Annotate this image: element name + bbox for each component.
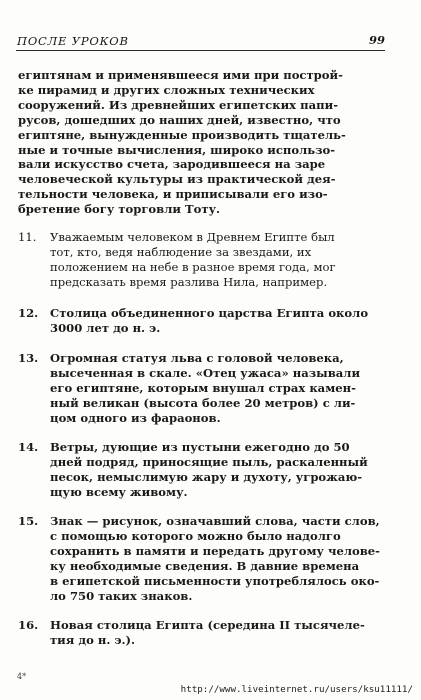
note-12 xyxy=(18,306,384,336)
note-number: 15. xyxy=(18,514,39,528)
note-13 xyxy=(18,351,384,426)
page-header xyxy=(16,34,385,51)
continuation-paragraph: египтянам и применявшееся ими при построй- ке пирамид и других сложных технических сооружений. Из древнейших египетских папи- русов, дошедших до наших дней, известно, что египтяне, вынужденные производить тщатель- ные и точные вычисления, широко использо- вали искусство счета, зародившееся на заре человеческой культуры из практической дея- тельности человека, и приписывали его изо- бретение богу торговли Тоту. xyxy=(18,68,346,217)
note-text: Уважаемым человеком в Древнем Египте был тот, кто, ведя наблюдение за звездами, их положением на небе в разное время года, мог предсказать время разлива Нила, например. xyxy=(50,230,336,289)
note-text: Ветры, дующие из пустыни ежегодно до 50 дней подряд, приносящие пыль, раскаленный песок, немыслимую жару и духоту, угрожаю- щую всему живому. xyxy=(50,440,368,499)
signature-mark: 4* xyxy=(17,672,27,681)
page-number: 99 xyxy=(368,33,385,47)
note-11 xyxy=(18,230,384,290)
note-text: Столица объединенного царства Египта около 3000 лет до н. э. xyxy=(50,306,369,335)
note-14 xyxy=(18,440,384,500)
note-text: Новая столица Египта (середина II тысячеле- тия до н. э.). xyxy=(50,618,365,647)
running-head: ПОСЛЕ УРОКОВ xyxy=(17,34,129,48)
note-16 xyxy=(18,618,384,648)
note-number: 13. xyxy=(18,351,39,365)
note-number: 16. xyxy=(18,618,39,632)
note-15 xyxy=(18,514,384,603)
note-number: 14. xyxy=(18,440,39,454)
note-text: Огромная статуя льва с головой человека, высеченная в скале. «Отец ужаса» называли его египтяне, которым внушал страх камен- ный великан (высота более 20 метров) с ли- цом одного из фараонов. xyxy=(50,351,361,425)
note-number: 11. xyxy=(18,230,37,244)
watermark-url: http://www.liveinternet.ru/users/ksu11111/ xyxy=(180,684,413,695)
note-number: 12. xyxy=(18,306,39,320)
note-text: Знак — рисунок, означавший слова, части слов, с помощью которого можно было надолго сохранить в памяти и передать другому челове- ку необходимые сведения. В давние времена в египетской письменности употреблялось око- ло 750 таких знаков. xyxy=(50,514,380,603)
